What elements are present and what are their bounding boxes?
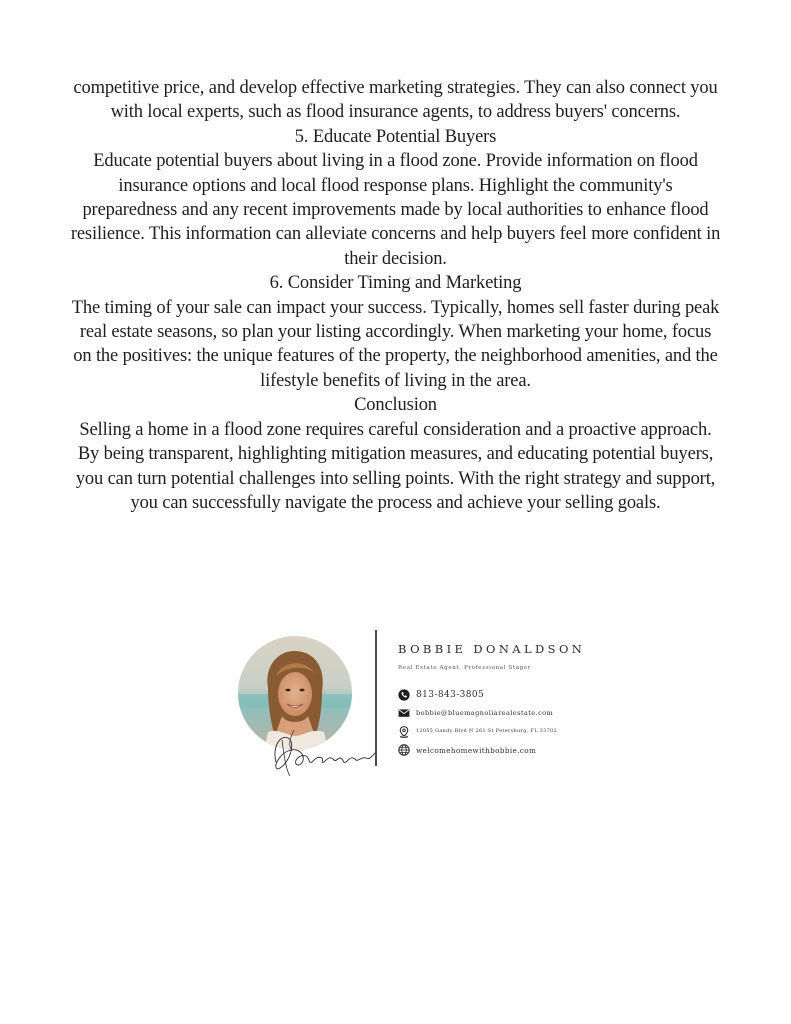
- paragraph-educate-buyers: Educate potential buyers about living in a flood zone. Provide information on flood insurance options and local flood response plans. Highlight the community's preparedness and any recent improvements made by local authorities to enhance flood resilience. This information can alleviate concerns and help buyers feel more confident in their decision.: [70, 151, 721, 269]
- paragraph-agent-help: competitive price, and develop effective marketing strategies. They can also connect you with local experts, such as flood insurance agents, to address buyers' concerns.: [73, 78, 718, 123]
- heading-timing-marketing: 6. Consider Timing and Marketing: [269, 273, 522, 294]
- phone-number: 813-843-3805: [416, 690, 485, 701]
- article-body: [70, 76, 721, 515]
- envelope-icon: [398, 707, 410, 719]
- agent-title: Real Estate Agent, Professional Stager: [398, 665, 532, 671]
- handwritten-signature-image: [266, 716, 386, 778]
- website-row[interactable]: [398, 741, 557, 759]
- phone-row[interactable]: [398, 686, 557, 704]
- address-row[interactable]: [398, 723, 557, 741]
- paragraph-timing-marketing: The timing of your sale can impact your success. Typically, homes sell faster during peak real estate seasons, so plan your listing accordingly. When marketing your home, focus on the positives: the unique features of the property, the neighborhood amenities, and the lifestyle benefits of living in the area.: [71, 297, 720, 391]
- heading-educate-buyers: 5. Educate Potential Buyers: [294, 126, 497, 147]
- contact-details: [398, 642, 618, 755]
- paragraph-conclusion: Selling a home in a flood zone requires careful consideration and a proactive approach. By being transparent, highlighting mitigation measures, and educating potential buyers, you can turn potential challenges into selling points. With the right strategy and support, you can successfully navigate the process and achieve your selling goals.: [75, 419, 716, 513]
- location-pin-icon: [398, 726, 410, 738]
- phone-icon: [398, 689, 410, 701]
- vertical-divider: [375, 630, 377, 766]
- email-address: bobbie@bluemagnoliarealestate.com: [416, 709, 554, 718]
- agent-name: BOBBIE DONALDSON: [398, 642, 586, 656]
- email-signature-block: [236, 630, 616, 780]
- heading-conclusion: Conclusion: [354, 395, 437, 416]
- email-row[interactable]: [398, 704, 557, 722]
- contact-rows: [398, 686, 557, 759]
- globe-icon: [398, 744, 410, 756]
- street-address: 12055 Gandy Blvd N 261 St Petersburg, FL 33702: [416, 729, 558, 735]
- website-link[interactable]: welcomehomewithbobbie.com: [416, 745, 537, 755]
